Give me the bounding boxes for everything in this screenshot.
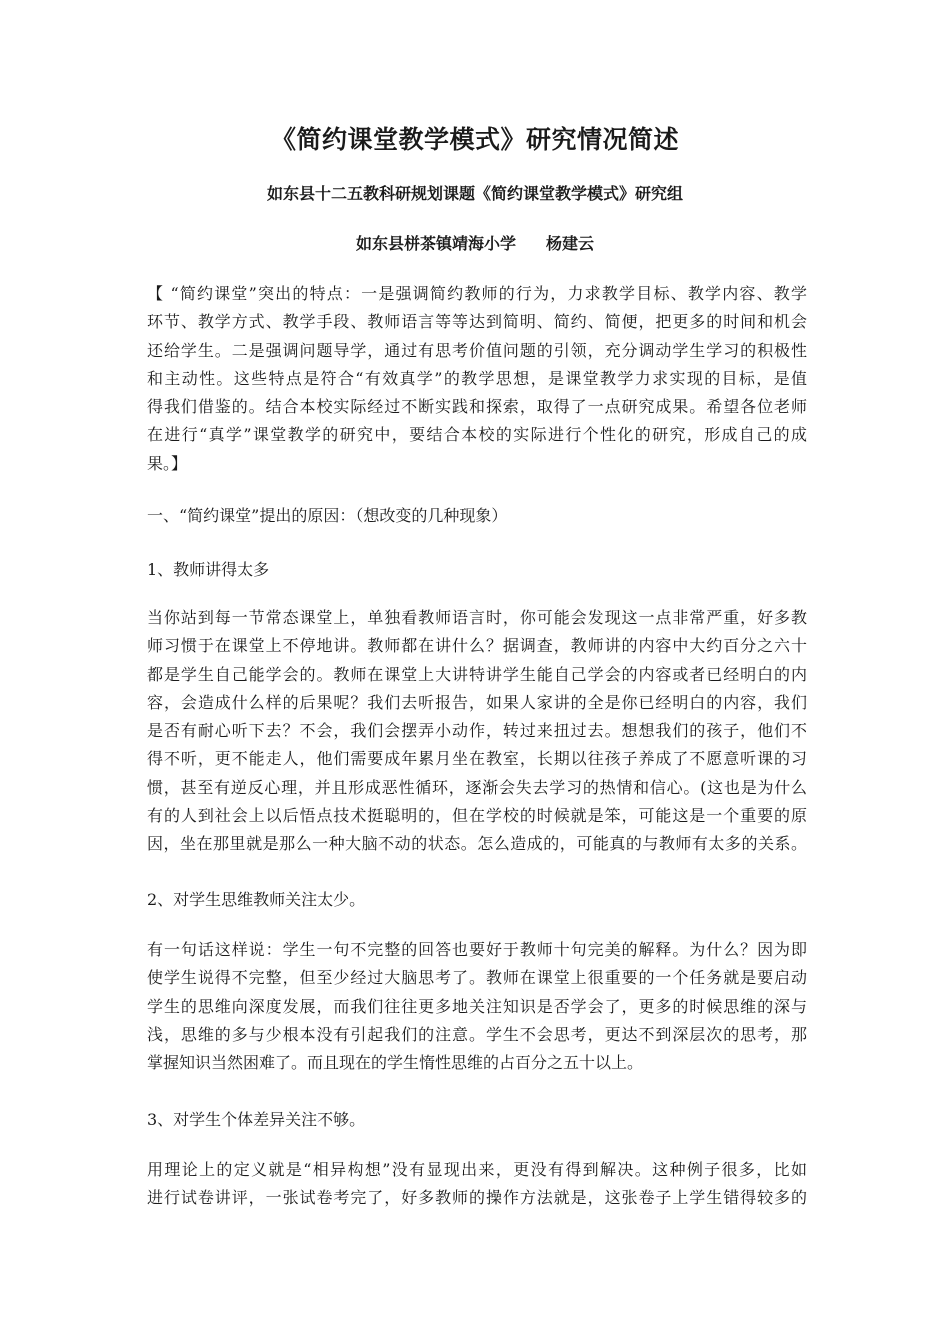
author-school: 如东县栟茶镇靖海小学 xyxy=(355,234,516,253)
item1-heading xyxy=(147,556,807,584)
document-subtitle: 如东县十二五教科研规划课题《简约课堂教学模式》研究组 xyxy=(266,184,683,203)
item1-heading-text: 1、教师讲得太多 xyxy=(147,560,270,579)
item1-line: 当你站到每一节常态课堂上，单独看教师语言时，你可能会发现这一点非常严重，好多教 xyxy=(147,608,807,627)
item1-line: 师习惯于在课堂上不停地讲。教师都在讲什么？据调查，教师讲的内容中大约百分之六十 xyxy=(147,636,807,656)
abstract-line: 【 “简约课堂”突出的特点：一是强调简约教师的行为，力求教学目标、教学内容、教学 xyxy=(147,284,807,303)
section1-heading-text: 一、“简约课堂”提出的原因：（想改变的几种现象） xyxy=(147,506,508,525)
abstract-line: 还给学生。二是强调问题导学，通过有思考价值问题的引领，充分调动学生学习的积极性 xyxy=(147,340,807,360)
item2-line: 使学生说得不完整，但至少经过大脑思考了。教师在课堂上很重要的一个任务就是要启动 xyxy=(147,968,807,988)
item3-line: 进行试卷讲评，一张试卷考完了，好多教师的操作方法就是，这张卷子上学生错得较多的 xyxy=(147,1188,807,1208)
item2-heading xyxy=(147,886,807,914)
item2-heading-text: 2、对学生思维教师关注太少。 xyxy=(147,890,366,909)
item1-line: 都是学生自己能学会的。教师在课堂上大讲特讲学生能自己学会的内容或者已经明白的内 xyxy=(147,664,807,684)
item2-line: 浅，思维的多与少根本没有引起我们的注意。学生不会思考，更达不到深层次的思考，那 xyxy=(147,1024,807,1044)
abstract-line: 果。】 xyxy=(147,453,188,473)
item3-heading xyxy=(147,1106,807,1134)
abstract-line: 环节、教学方式、教学手段、教师语言等等达到简明、简约、简便，把更多的时间和机会 xyxy=(147,312,807,332)
abstract-line: 在进行“真学”课堂教学的研究中，要结合本校的实际进行个性化的研究，形成自己的成 xyxy=(147,425,807,445)
item1-line: 因，坐在那里就是那么一种大脑不动的状态。怎么造成的，可能真的与教师有太多的关系。 xyxy=(147,834,807,854)
item1-line: 容，会造成什么样的后果呢？我们去听报告，如果人家讲的全是你已经明白的内容，我们 xyxy=(147,692,807,712)
item3-heading-text: 3、对学生个体差异关注不够。 xyxy=(147,1110,366,1129)
item2-line: 学生的思维向深度发展，而我们往往更多地关注知识是否学会了，更多的时候思维的深与 xyxy=(147,996,807,1016)
item1-line: 得不听，更不能走人，他们需要成年累月坐在教室，长期以往孩子养成了不愿意听课的习 xyxy=(147,749,807,769)
item2-line: 有一句话这样说：学生一句不完整的回答也要好于教师十句完美的解释。为什么？因为即 xyxy=(147,940,807,959)
abstract-line: 和主动性。这些特点是符合“有效真学”的教学思想，是课堂教学力求实现的目标，是值 xyxy=(147,368,807,388)
item3-paragraph xyxy=(147,1156,807,1213)
item1-paragraph xyxy=(147,604,807,859)
author-name: 杨建云 xyxy=(546,234,595,253)
item2-paragraph xyxy=(147,936,807,1077)
item1-line: 是否有耐心听下去？不会，我们会摆弄小动作，转过来扭过去。想想我们的孩子，他们不 xyxy=(147,721,807,741)
abstract-paragraph xyxy=(147,280,807,478)
item2-line: 掌握知识当然困难了。而且现在的学生惰性思维的占百分之五十以上。 xyxy=(147,1053,644,1073)
item3-line: 用理论上的定义就是“相异构想”没有显现出来，更没有得到解决。这种例子很多，比如 xyxy=(147,1160,807,1179)
document-title: 《简约课堂教学模式》研究情况简述 xyxy=(270,125,679,154)
author-line xyxy=(0,232,950,256)
item1-line: 惯，甚至有逆反心理，并且形成恶性循环，逐渐会失去学习的热情和信心。(这也是为什么 xyxy=(147,777,807,797)
item1-line: 有的人到社会上以后悟点技术挺聪明的，但在学校的时候就是笨，可能这是一个重要的原 xyxy=(147,806,807,826)
abstract-line: 得我们借鉴的。结合本校实际经过不断实践和探索，取得了一点研究成果。希望各位老师 xyxy=(147,397,807,417)
section1-heading xyxy=(147,502,807,530)
